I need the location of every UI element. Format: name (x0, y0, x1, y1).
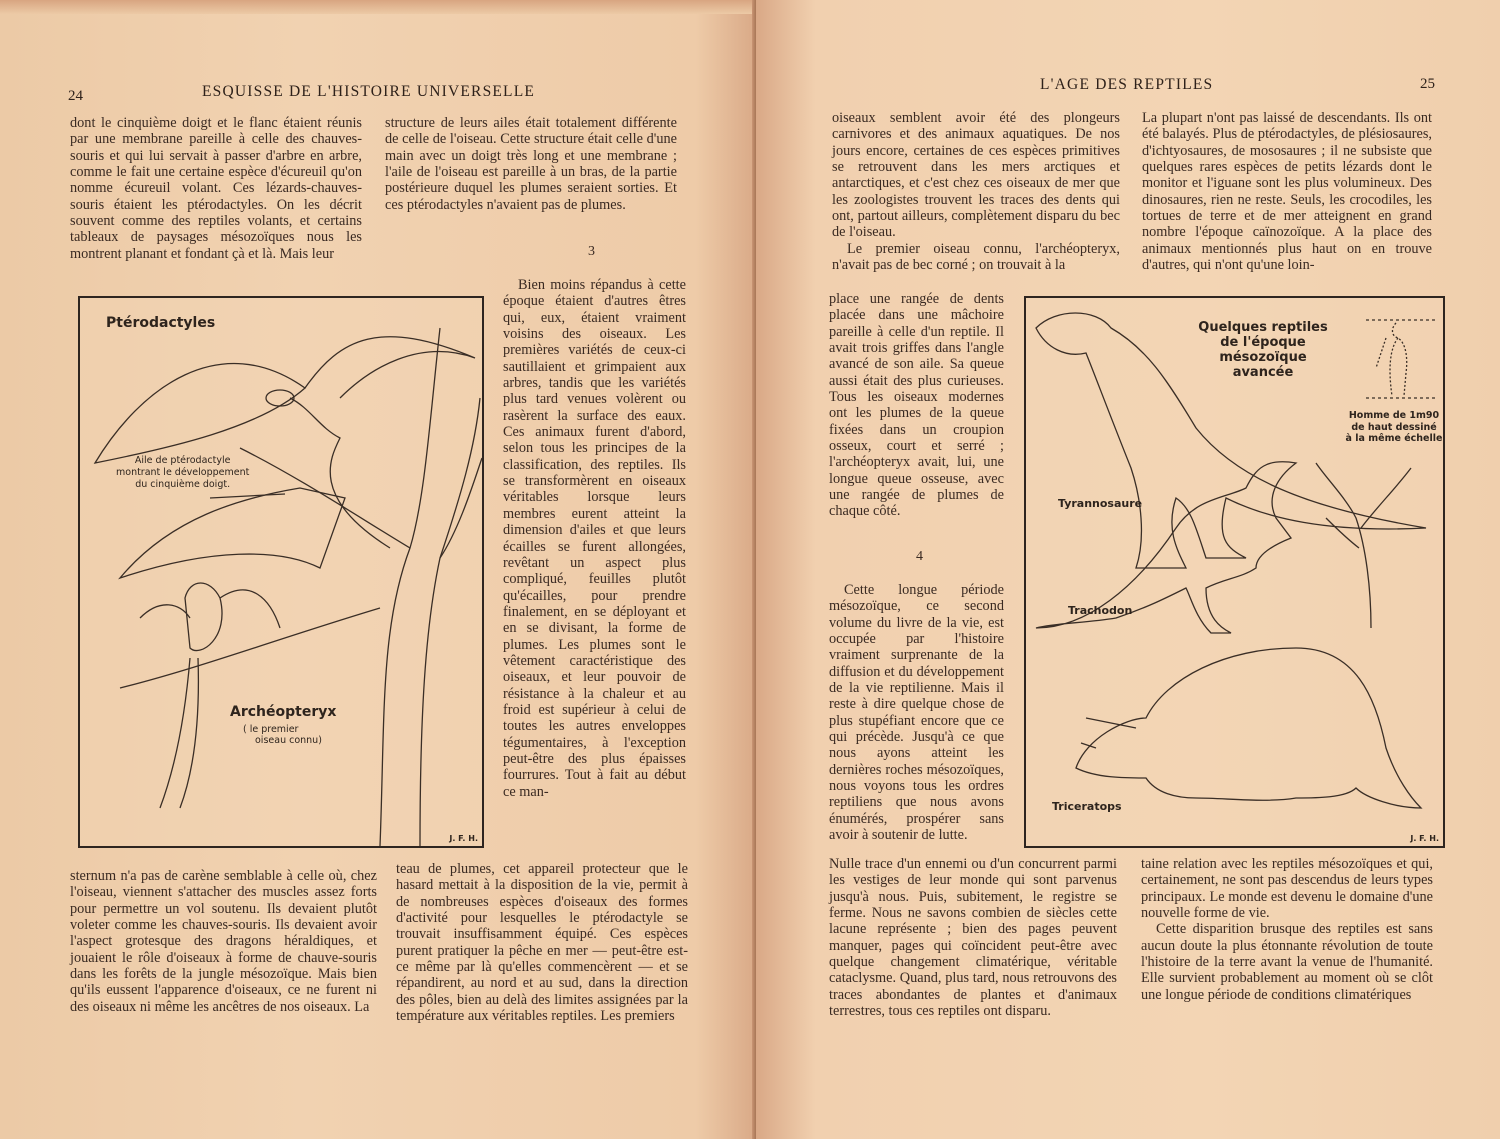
text-column-2-side: Bien moins répandus à cette époque étaient d'autres êtres qui, eux, étaient vraiment voisins des oiseaux. Les premières variétés de ceux-ci sautillaient et grimpaient aux arbres, tandis que les variétés plus tard venues volèrent ou rasèrent la surface des eaux. Ces animaux furent d'abord, selon tous les principes de la classification, des reptiles. Ils se transformèrent en oiseaux véritables lorsque leurs membres eurent atteint la dimension d'ailes et que leurs écailles se furent allongées, revêtant un aspect plus compliqué, feuilles plutôt qu'écailles, pour prendre finalement, en se déployant et en se divisant, la forme de plumes. Les plumes sont le vêtement caractéristique des oiseaux, et leur pouvoir de résistance à la chaleur et au froid est supérieur à celui de toutes les autres enveloppes tégumentaires, à l'exception peut-être des plus épaisses fourrures. Tout à fait au début ce man- (503, 277, 686, 800)
figure-pterodactyls (78, 296, 484, 848)
scale-man (1376, 323, 1407, 396)
page-edge (0, 0, 756, 14)
pterodactyl-head (266, 390, 294, 406)
section-number: 3 (588, 244, 595, 259)
scale-caption: Homme de 1m90 de haut dessiné à la même échelle (1345, 410, 1443, 444)
archaeopteryx-title: Archéopteryx (230, 704, 337, 720)
figure-mesozoic-reptiles (1024, 296, 1445, 848)
text-column-2-bottom: teau de plumes, cet appareil protecteur que le hasard mettait à la disposition de la vie, permit à de nombreuses espèces d'oiseaux des formes d'activité pour lesquelles le ptérodactyle se trouvait insuffisamment équipé. Ces espèces purent pratiquer la pêche en mer — peut-être est-ce même par là qu'elles commencèrent — et se répandirent, au nord et au sud, dans la direction des pôles, bien au delà des limites assignées par la température aux véritables reptiles. Les premiers (396, 861, 688, 1025)
triceratops (1076, 648, 1421, 808)
text-column-1-side-2: Cette longue période mésozoïque, ce second volume du livre de la vie, est occupée par l'histoire vraiment surprenante de la diffusion et du développement de la vie reptilienne. Mais il reste à dire quelque chose de plus stupéfiant encore que ce qui précède. Jusqu'à ce que nous ayons atteint les dernières roches mésozoïques, nous voyons tous les ordres reptiliens que nous avons énumérés, prospérer sans avoir à soutenir de lutte. (829, 582, 1004, 844)
right-page (756, 0, 1500, 1139)
text-column-1-bottom: sternum n'a pas de carène semblable à celle où, chez l'oiseau, viennent s'attacher des muscles assez forts pour permettre un vol soutenu. Ils devaient plutôt voleter comme les chauves-souris. Ils devaient avoir l'aspect grotesque des dragons héraldiques, et jouaient le rôle d'oiseaux à forme de chauve-souris dans les forêts de la jungle mésozoïque. Mais bien qu'ils eussent l'apparence d'oiseaux, ce ne furent ni des oiseaux ni même les ancêtres de nos oiseaux. La (70, 868, 377, 1015)
dinosaurs-illustration (1026, 298, 1443, 846)
archaeopteryx-body (185, 583, 222, 651)
small-tree (1316, 463, 1411, 628)
perch-branch (120, 608, 380, 688)
wing-caption: Aile de ptérodactyle montrant le développement du cinquième doigt. (116, 455, 250, 490)
pterodactyl-wing-right (305, 337, 475, 398)
archaeopteryx-wings (140, 590, 280, 628)
wing-bone (210, 494, 285, 498)
text-column-1-top: dont le cinquième doigt et le flanc étaient réunis par une membrane pareille à celle des chauves-souris et qui lui servait à passer d'arbre en arbre, comme le fait une certaine espèce d'écureuil qu'on nomme écureuil volant. Ces lézards-chauves-souris étaient les ptérodactyles. On les décrit souvent comme des reptiles volants, et certains tableaux de paysages mésozoïques nous les montrent planant et fondant çà et là. Mais leur (70, 115, 362, 262)
pterodactyl-body (290, 398, 390, 548)
running-head: L'AGE DES REPTILES (1040, 76, 1214, 93)
text-column-2-top: structure de leurs ailes était totalement différente de celle de l'oiseau. Cette structure était celle d'une main avec un doigt très long et une membrane ; l'aile de l'oiseau est pareille à un bras, de la partie postérieure duquel les plumes seraient sorties. Et ces ptérodactyles n'avaient pas de plumes. (385, 115, 677, 213)
archaeopteryx-caption: ( le premier oiseau connu) (243, 724, 322, 746)
illustrator-signature: J. F. H. (1410, 834, 1439, 843)
section-number: 4 (916, 549, 923, 564)
triceratops-horns (1081, 718, 1136, 748)
figure-title: Quelques reptiles de l'époque mésozoïque avancée (1198, 320, 1328, 380)
text-column-1-side: place une rangée de dents placée dans une mâchoire pareille à celle d'un reptile. Il avait trois griffes dans l'angle avancé de son aile. Sa queue aussi était des plus curieuses. Tous les oiseaux modernes ont les plumes de la queue fixées dans un croupion osseux, court et serré ; l'archéopteryx avait, lui, une longue queue osseuse, avec une rangée de plumes de chaque côté. (829, 291, 1004, 520)
figure-title: Ptérodactyles (106, 315, 216, 331)
text-column-1-bottom: Nulle trace d'un ennemi ou d'un concurrent parmi les vestiges de leur monde qui sont parvenus jusqu'à nous. Puis, subitement, le registre se ferme. Nous ne savons combien de siècles cette lacune représente ; bien des pages peuvent manquer, pages qui coïncident peut-être avec quelque changement climatérique, véritable cataclysme. Quand, plus tard, nous retrouvons des traces abondantes de plantes et d'animaux terrestres, tous ces reptiles ont disparu. (829, 856, 1117, 1020)
text-column-1-top: oiseaux semblent avoir été des plongeurs carnivores et des animaux aquatiques. De nos jours encore, certaines de ces espèces primitives se retrouvent dans les mers arctiques et antarctiques, et c'est chez ces oiseaux de mer que les zoologistes trouvent les traces des dents qui ont, partout ailleurs, complètement disparu du bec de l'oiseau. Le premier oiseau connu, l'archéopteryx, n'avait pas de bec corné ; on trouvait à la (832, 110, 1120, 274)
text-column-2-top: La plupart n'ont pas laissé de descendants. Ils ont été balayés. Plus de ptérodactyles, de plésiosaures, d'ichtyosaures, de mososaures ; il ne subsiste que quelques rares espèces de petits lézards dont le monitor et l'iguane sont les plus volumineux. Des dinosaures, rien ne reste. Seuls, les crocodiles, les tortues de terre et de mer atteignent en grand nombre l'époque caïnozoïque. A la place des animaux mentionnés plus haut on en trouve d'autres, qui n'ont qu'une loin- (1142, 110, 1432, 274)
illustrator-signature: J. F. H. (449, 834, 478, 843)
pterodactyl-wing-left (95, 364, 305, 463)
tree-trunk (380, 328, 480, 846)
label-tyrannosaurus: Tyrannosaure (1058, 497, 1143, 510)
page-number: 24 (68, 88, 83, 104)
running-head: ESQUISSE DE L'HISTOIRE UNIVERSELLE (202, 83, 536, 100)
pterodactyl-illustration (80, 298, 482, 846)
text-column-2-bottom: taine relation avec les reptiles mésozoïques et qui, certainement, ne sont pas descendus de leurs types principaux. Le monde est devenu le domaine d'une nouvelle forme de vie. Cette disparition brusque des reptiles est sans aucun doute la plus étonnante révolution de toute l'histoire de la terre avant la venue de l'humanité. Elle survient probablement au moment où se clôt une longue période de conditions climatériques (1141, 856, 1433, 1003)
archaeopteryx-tail (160, 658, 198, 808)
label-triceratops: Triceratops (1052, 800, 1122, 813)
page-number: 25 (1420, 76, 1435, 92)
label-trachodon: Trachodon (1068, 604, 1133, 617)
wing-diagram (120, 488, 345, 578)
